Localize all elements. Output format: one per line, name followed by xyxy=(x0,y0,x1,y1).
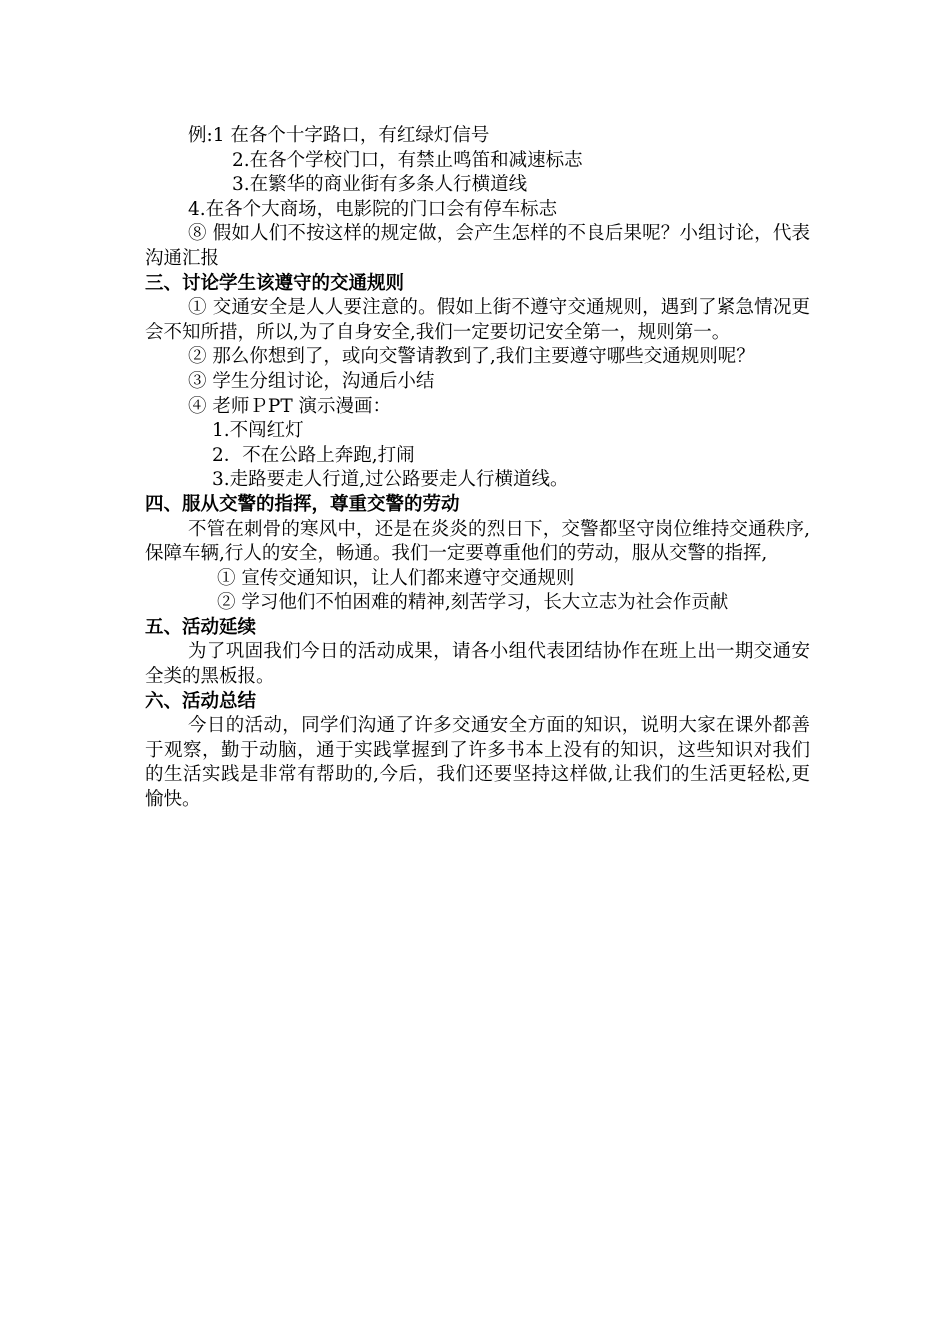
traffic-rule-2: 2．不在公路上奔跑,打闹 xyxy=(212,444,415,466)
example-line-4: 4.在各个大商场，电影院的门口会有停车标志 xyxy=(188,198,558,220)
document-page xyxy=(145,124,810,813)
section-4-paragraph-1: 不管在刺骨的寒风中，还是在炎炎的烈日下，交警都坚守岗位维持交通秩序,保障车辆,行人的安全，畅通。我们一定要尊重他们的劳动，服从交警的指挥, xyxy=(145,518,810,565)
section-3-heading: 三、讨论学生该遵守的交通规则 xyxy=(145,272,405,294)
example-line-2: 2.在各个学校门口，有禁止鸣笛和减速标志 xyxy=(232,149,583,171)
traffic-rule-1: 1.不闯红灯 xyxy=(212,420,304,442)
example-line-1: 例:1 在各个十字路口，有红绿灯信号 xyxy=(188,125,490,146)
section-4-heading: 四、服从交警的指挥，尊重交警的劳动 xyxy=(145,493,460,515)
section-5-heading: 五、活动延续 xyxy=(145,616,257,638)
example-line-3: 3.在繁华的商业街有多条人行横道线 xyxy=(232,174,528,196)
section-6-paragraph-1: 今日的活动，同学们沟通了许多交通安全方面的知识，说明大家在课外都善于观察，勤于动脑，通于实践掌握到了许多书本上没有的知识，这些知识对我们的生活实践是非常有帮助的,今后，我们还要坚持这样做,让我们的生活更轻松,更愉快。 xyxy=(145,715,810,811)
section-3-paragraph-2: ② 那么你想到了，或向交警请教到了,我们主要遵守哪些交通规则呢？ xyxy=(188,346,755,368)
section-5-paragraph-1: 为了巩固我们今日的活动成果，请各小组代表团结协作在班上出一期交通安全类的黑板报。 xyxy=(145,641,810,688)
question-8-paragraph: ⑧ 假如人们不按这样的规定做，会产生怎样的不良后果呢？小组讨论，代表沟通汇报 xyxy=(145,223,810,269)
traffic-rule-3: 3.走路要走人行道,过公路要走人行横道线。 xyxy=(212,469,569,491)
section-4-item-2: ② 学习他们不怕困难的精神,刻苦学习，长大立志为社会作贡献 xyxy=(217,592,729,614)
section-3-paragraph-3: ③ 学生分组讨论，沟通后小结 xyxy=(188,370,435,392)
section-4-item-1: ① 宣传交通知识，让人们都来遵守交通规则 xyxy=(217,567,575,589)
section-6-heading: 六、活动总结 xyxy=(145,690,257,712)
section-3-paragraph-1: ① 交通安全是人人要注意的。假如上街不遵守交通规则，遇到了紧急情况更会不知所措，所以,为了自身安全,我们一定要切记安全第一，规则第一。 xyxy=(145,297,810,343)
section-3-paragraph-4: ④ 老师ＰPT 演示漫画： xyxy=(188,395,392,417)
